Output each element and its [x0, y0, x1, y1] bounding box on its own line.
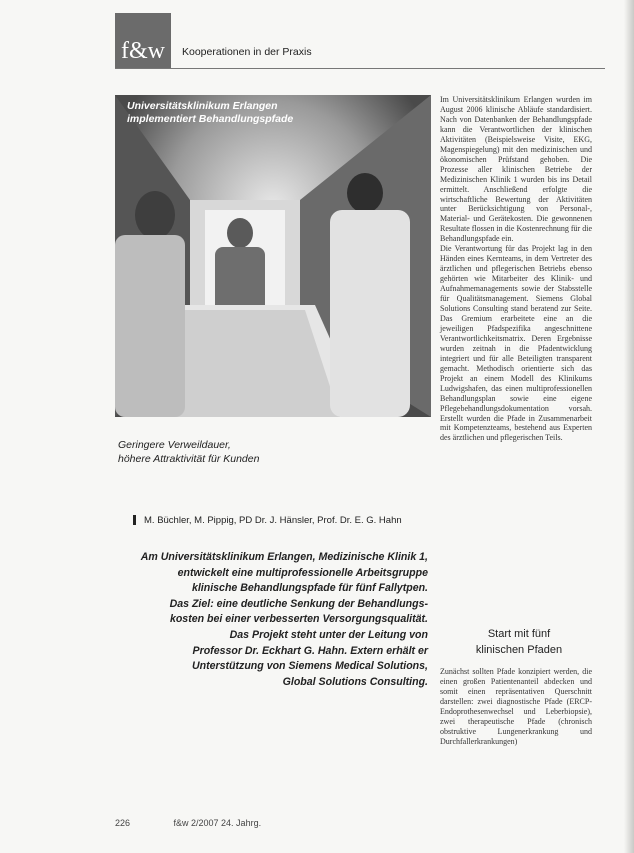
body-paragraph-3: Zunächst sollten Pfade konzipiert werden, die einen großen Patientenanteil abdecken und somit einen repräsentativen Querschnitt darstellen: zwei diagnostische Pfade (ERCP-Endoprothesenwechsel und Leberbiopsie), zwei therapeutische Pfade (chronisch obstruktive Lungenerkrankung und Durchfallerkrankungen) [440, 667, 592, 746]
article-photo [115, 95, 431, 417]
logo-text: f&w [121, 38, 165, 64]
lead-line: Professor Dr. Eckhart G. Hahn. Extern erhält er [192, 644, 428, 657]
journal-logo [115, 13, 171, 69]
header-rule [115, 68, 605, 69]
article-authors: M. Büchler, M. Pippig, PD Dr. J. Hänsler, Prof. Dr. E. G. Hahn [144, 515, 402, 526]
body-column-lower [440, 667, 592, 747]
body-paragraph-1: Im Universitätsklinikum Erlangen wurden im August 2006 klinische Abläufe standardisiert. Nach von Datenbanken der Behandlungspfade kann die Verantwortlichen der klinischen Aktivitäten (Beispielsweise Visite, EKG, Magenspiegelung) mit den medizinischen und ökonomischen Prüfstand gehoben. Die Prozesse aller klinischen Betriebe der Medizinischen Klinik 1 wurden bis ins Detail ermittelt. Anschließend erfolgte die wirtschaftliche Bewertung der Aktivitäten unter Berücksichtigung von Personal-, Material- und Gerätekosten. Die gewonnenen Resultate flossen in die Kostenrechnung für die Behandlungspfade ein. [440, 95, 592, 244]
article-subtitle [118, 438, 259, 466]
page-footer [115, 818, 261, 828]
issue-info: f&w 2/2007 24. Jahrg. [173, 818, 262, 828]
subtitle-line2: höhere Attraktivität für Kunden [118, 453, 260, 465]
lead-line: Unterstützung von Siemens Medical Solutions, [191, 660, 428, 673]
body-paragraph-2: Die Verantwortung für das Projekt lag in den Händen eines Kernteams, in dem Vertreter des ärztlichen und pflegerischen Betriebs ebenso gehörten wie Mitarbeiter des Klinik- und Aufnahmemanagements sowie der Stabsstelle für Qualitätsmanagement. Siemens Global Solutions Consulting stand beratend zur Seite. Das Gremium erarbeitete eine an die jeweiligen Pfadspezifika angeschnittene Verantwortlichkeitsmatrix. Deren Ergebnisse wurden zeitnah in die Pfadentwicklung integriert und für alle Beteiligten transparent gemacht. Methodisch orientierte sich das Projekt an einem Modell des Klinikums Ludwigshafen, das einen multiprofessionellen Behandlungsplan sowie eine eigene Pflegebehandlungsdokumentation vorsah. Erstellt wurden die Pfade in Zusammenarbeit mit Kompetenzteams, bestehend aus Experten des ärztlichen und pflegerischen Teils. [440, 244, 592, 443]
page-edge-shadow [624, 0, 634, 853]
article-lead [118, 550, 428, 690]
hospital-corridor-image [115, 95, 431, 417]
lead-line: kosten bei einer verbesserten Versorgungsqualität. [169, 613, 428, 626]
photo-caption-line2: implementiert Behandlungspfade [127, 113, 294, 125]
lead-line: entwickelt eine multiprofessionelle Arbeitsgruppe [177, 566, 428, 579]
section-heading [444, 626, 594, 658]
section-heading-line1: Start mit fünf [487, 628, 551, 640]
section-label: Kooperationen in der Praxis [182, 46, 312, 58]
lead-line: Am Universitätsklinikum Erlangen, Medizinische Klinik 1, [140, 551, 428, 563]
subtitle-line1: Geringere Verweildauer, [118, 439, 231, 451]
photo-caption-line1: Universitätsklinikum Erlangen [127, 100, 278, 112]
page-number: 226 [115, 818, 131, 828]
lead-line: klinische Behandlungspfade für fünf Fallytpen. [191, 582, 428, 595]
authors-marker [133, 515, 136, 525]
lead-line: Global Solutions Consulting. [282, 675, 428, 688]
photo-caption [127, 100, 293, 126]
section-heading-line2: klinischen Pfaden [475, 644, 563, 656]
lead-line: Das Projekt steht unter der Leitung von [229, 628, 428, 641]
lead-line: Das Ziel: eine deutliche Senkung der Behandlungs- [169, 597, 428, 610]
body-column-upper [440, 95, 592, 443]
